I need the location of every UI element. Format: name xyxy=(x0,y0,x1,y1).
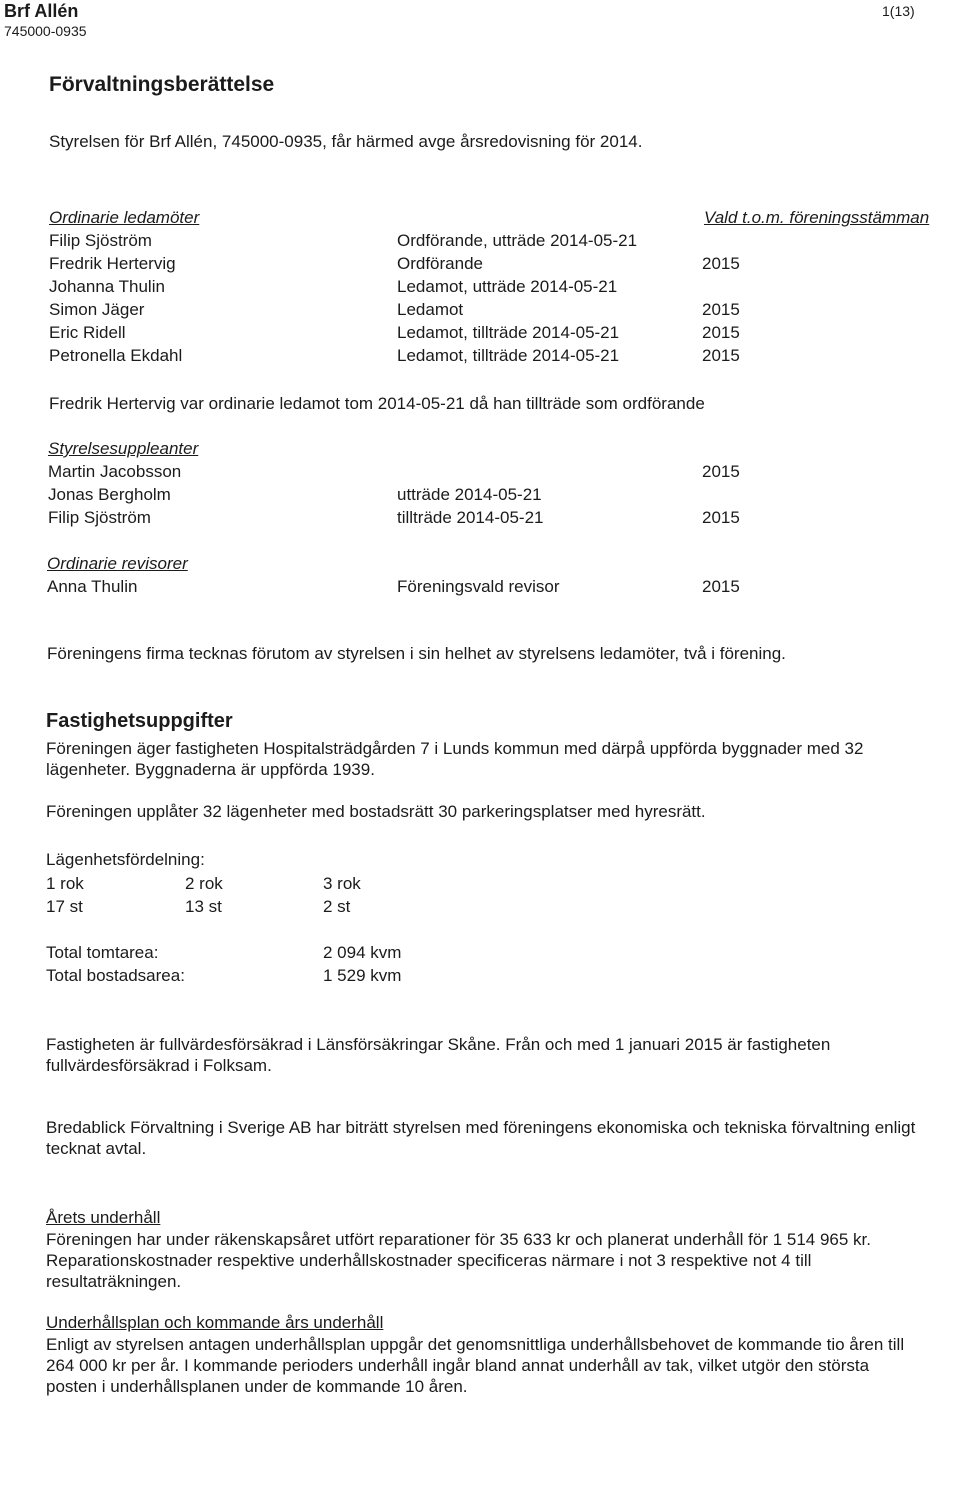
org-name: Brf Allén xyxy=(4,1,79,21)
area-label: Total tomtarea: xyxy=(46,943,159,962)
apartment-count: 2 st xyxy=(323,897,351,916)
maintenance-heading: Årets underhåll xyxy=(46,1208,161,1227)
board-heading: Ordinarie ledamöter xyxy=(49,208,200,227)
deputies-heading: Styrelsesuppleanter xyxy=(48,439,199,458)
page-title: Förvaltningsberättelse xyxy=(49,73,275,96)
deputy-name: Martin Jacobsson xyxy=(48,462,182,481)
board-member-name: Simon Jäger xyxy=(49,300,145,319)
org-number: 745000-0935 xyxy=(4,23,87,39)
distribution-label: Lägenhetsfördelning: xyxy=(46,850,205,869)
page-indicator: 1(13) xyxy=(882,3,915,19)
board-member-until: 2015 xyxy=(702,254,740,273)
board-member-role: Ordförande, utträde 2014-05-21 xyxy=(397,231,638,250)
deputy-role: tillträde 2014-05-21 xyxy=(397,508,544,527)
intro-text: Styrelsen för Brf Allén, 745000-0935, får härmed avge årsredovisning för 2014. xyxy=(49,132,643,151)
board-member-name: Johanna Thulin xyxy=(49,277,165,296)
apartment-type: 3 rok xyxy=(323,874,361,893)
auditors-heading: Ordinarie revisorer xyxy=(47,554,188,573)
plan-heading: Underhållsplan och kommande års underhåll xyxy=(46,1313,384,1332)
apartment-type: 2 rok xyxy=(185,874,223,893)
auditor-until: 2015 xyxy=(702,577,740,596)
property-heading: Fastighetsuppgifter xyxy=(46,710,233,732)
board-member-until: 2015 xyxy=(702,323,740,342)
board-member-until: 2015 xyxy=(702,346,740,365)
board-member-role: Ordförande xyxy=(397,254,483,273)
board-member-until: 2015 xyxy=(702,300,740,319)
deputy-until: 2015 xyxy=(702,508,740,527)
board-member-role: Ledamot, tillträde 2014-05-21 xyxy=(397,323,620,342)
board-member-name: Filip Sjöström xyxy=(49,231,152,250)
management-text: Bredablick Förvaltning i Sverige AB har biträtt styrelsen med föreningens ekonomiska och tekniska förvaltning enligt tecknat avtal. xyxy=(46,1118,916,1158)
parking-text: Föreningen upplåter 32 lägenheter med bostadsrätt 30 parkeringsplatser med hyresrätt. xyxy=(46,802,706,821)
board-member-role: Ledamot, tillträde 2014-05-21 xyxy=(397,346,620,365)
area-value: 2 094 kvm xyxy=(323,943,402,962)
property-text: Föreningen äger fastigheten Hospitalsträdgården 7 i Lunds kommun med därpå uppförda byggnader med 32 lägenheter. Byggnaderna är uppförda 1939. xyxy=(46,739,864,779)
plan-text: Enligt av styrelsen antagen underhållsplan uppgår det genomsnittliga underhållsbehovet de kommande tio åren till 264 000 kr per år. I kommande perioders underhåll ingår bland annat underhåll av tak, vilket utgör den största posten i underhållsplanen under de kommande 10 åren. xyxy=(46,1335,905,1396)
board-member-name: Fredrik Hertervig xyxy=(49,254,176,273)
elected-until-heading: Vald t.o.m. föreningsstämman xyxy=(704,208,930,227)
auditor-name: Anna Thulin xyxy=(47,577,138,596)
signatory-text: Föreningens firma tecknas förutom av styrelsen i sin helhet av styrelsens ledamöter, två i förening. xyxy=(47,644,786,663)
apartment-count: 13 st xyxy=(185,897,222,916)
board-member-name: Petronella Ekdahl xyxy=(49,346,183,365)
deputy-role: utträde 2014-05-21 xyxy=(397,485,542,504)
deputy-name: Jonas Bergholm xyxy=(48,485,171,504)
deputy-until: 2015 xyxy=(702,462,740,481)
area-value: 1 529 kvm xyxy=(323,966,402,985)
board-member-role: Ledamot xyxy=(397,300,464,319)
board-member-name: Eric Ridell xyxy=(49,323,126,342)
auditor-role: Föreningsvald revisor xyxy=(397,577,560,596)
apartment-type: 1 rok xyxy=(46,874,84,893)
board-member-role: Ledamot, utträde 2014-05-21 xyxy=(397,277,618,296)
insurance-text: Fastigheten är fullvärdesförsäkrad i Länsförsäkringar Skåne. Från och med 1 januari 2015 är fastigheten fullvärdesförsäkrad i Folksam. xyxy=(46,1035,831,1075)
deputy-name: Filip Sjöström xyxy=(48,508,151,527)
maintenance-text: Föreningen har under räkenskapsåret utfört reparationer för 35 633 kr och planerat underhåll för 1 514 965 kr. Reparationskostnader respektive underhållskostnader specificeras närmare i not 3 respektive not 4 till resultaträkningen. xyxy=(46,1230,872,1291)
apartment-count: 17 st xyxy=(46,897,83,916)
board-note: Fredrik Hertervig var ordinarie ledamot tom 2014-05-21 då han tillträde som ordförande xyxy=(49,394,705,413)
area-label: Total bostadsarea: xyxy=(46,966,185,985)
